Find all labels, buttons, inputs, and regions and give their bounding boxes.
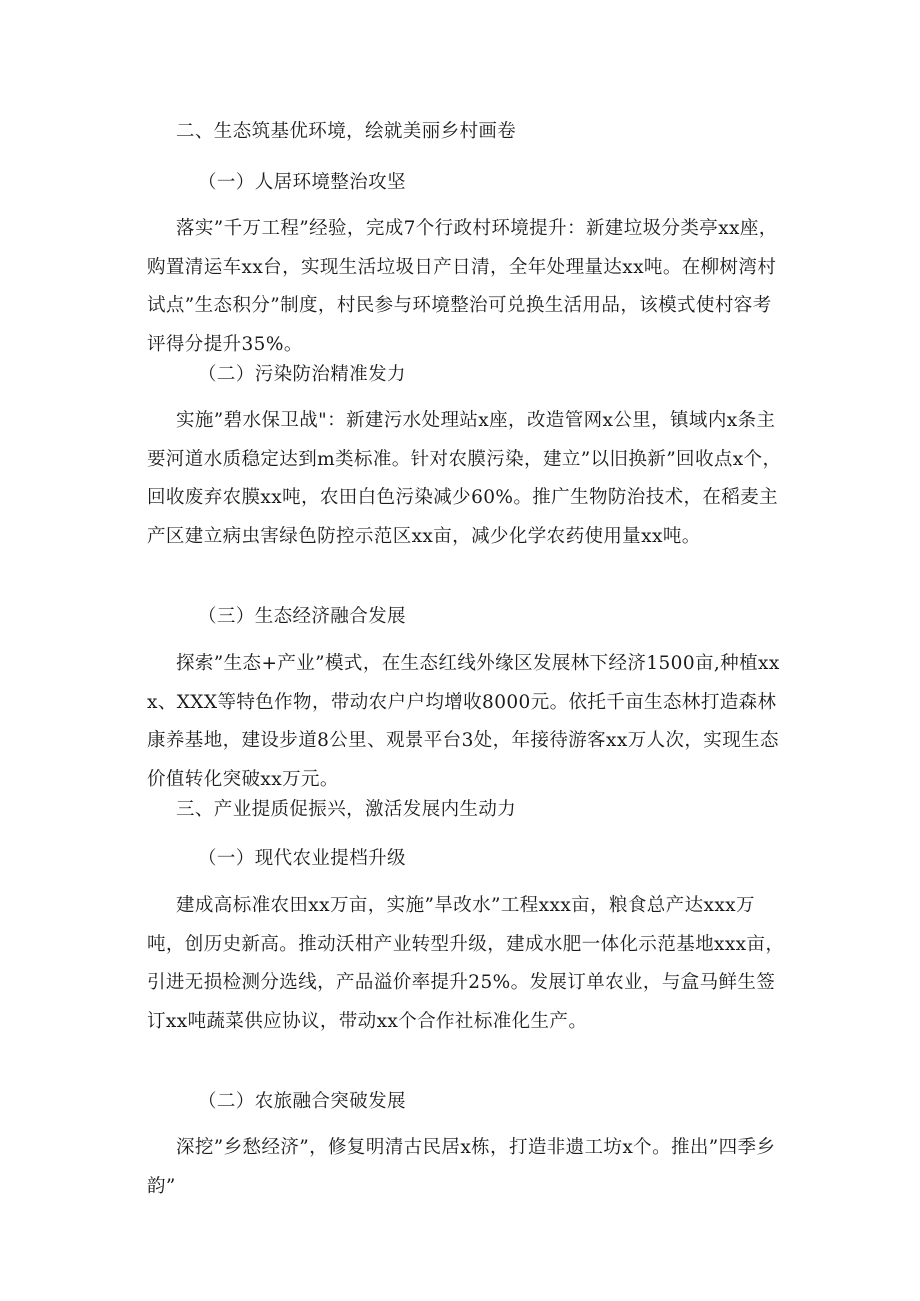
paragraph-living-environment: 落实”千万工程”经验，完成7个行政村环境提升：新建垃圾分类亭xx座，购置清运车xx台，实现生活垃圾日产日清，全年处理量达xx吨。在柳树湾村试点”生态积分”制度，村民参与环境整治可兑换生活用品，该模式使村容考评得分提升35%。	[147, 218, 778, 355]
paragraph-modern-agriculture: 建成高标准农田xx万亩，实施”旱改水”工程xxx亩，粮食总产达xxx万吨，创历史新高。推动沃柑产业转型升级，建成水肥一体化示范基地xxx亩，引进无损检测分选线，产品溢价率提升25%。发展订单农业，与盒马鲜生签订xx吨蔬菜供应协议，带动xx个合作社标准化生产。	[147, 895, 785, 1032]
subheading-living-environment: （一）人居环境整治攻坚	[198, 172, 406, 193]
subheading-eco-economy: （三）生态经济融合发展	[198, 606, 406, 627]
section-heading-industry: 三、产业提质促振兴，激活发展内生动力	[176, 799, 517, 820]
subheading-modern-agriculture: （一）现代农业提档升级	[198, 848, 406, 869]
subheading-agri-tourism: （二）农旅融合突破发展	[198, 1091, 406, 1112]
subheading-pollution-control: （二）污染防治精准发力	[198, 364, 406, 385]
paragraph-eco-economy: 探索”生态+产业”模式，在生态红线外缘区发展林下经济1500亩,种植xxx、XXX等特色作物，带动农户户均增收8000元。依托千亩生态林打造森林康养基地，建设步道8公里、观景平台3处，年接待游客xx万人次，实现生态价值转化突破xx万元。	[147, 653, 780, 790]
section-heading-ecology: 二、生态筑基优环境，绘就美丽乡村画卷	[176, 121, 517, 142]
paragraph-pollution-control: 实施”碧水保卫战"：新建污水处理站x座，改造管网x公里，镇域内x条主要河道水质稳定达到m类标准。针对农膜污染，建立”以旧换新”回收点x个，回收废弃农膜xx吨，农田白色污染减少60%。推广生物防治技术，在稻麦主产区建立病虫害绿色防控示范区xx亩，减少化学农药使用量xx吨。	[147, 410, 782, 547]
paragraph-agri-tourism: 深挖”乡愁经济”，修复明清古民居x栋，打造非遗工坊x个。推出”四季乡韵”	[147, 1137, 776, 1197]
